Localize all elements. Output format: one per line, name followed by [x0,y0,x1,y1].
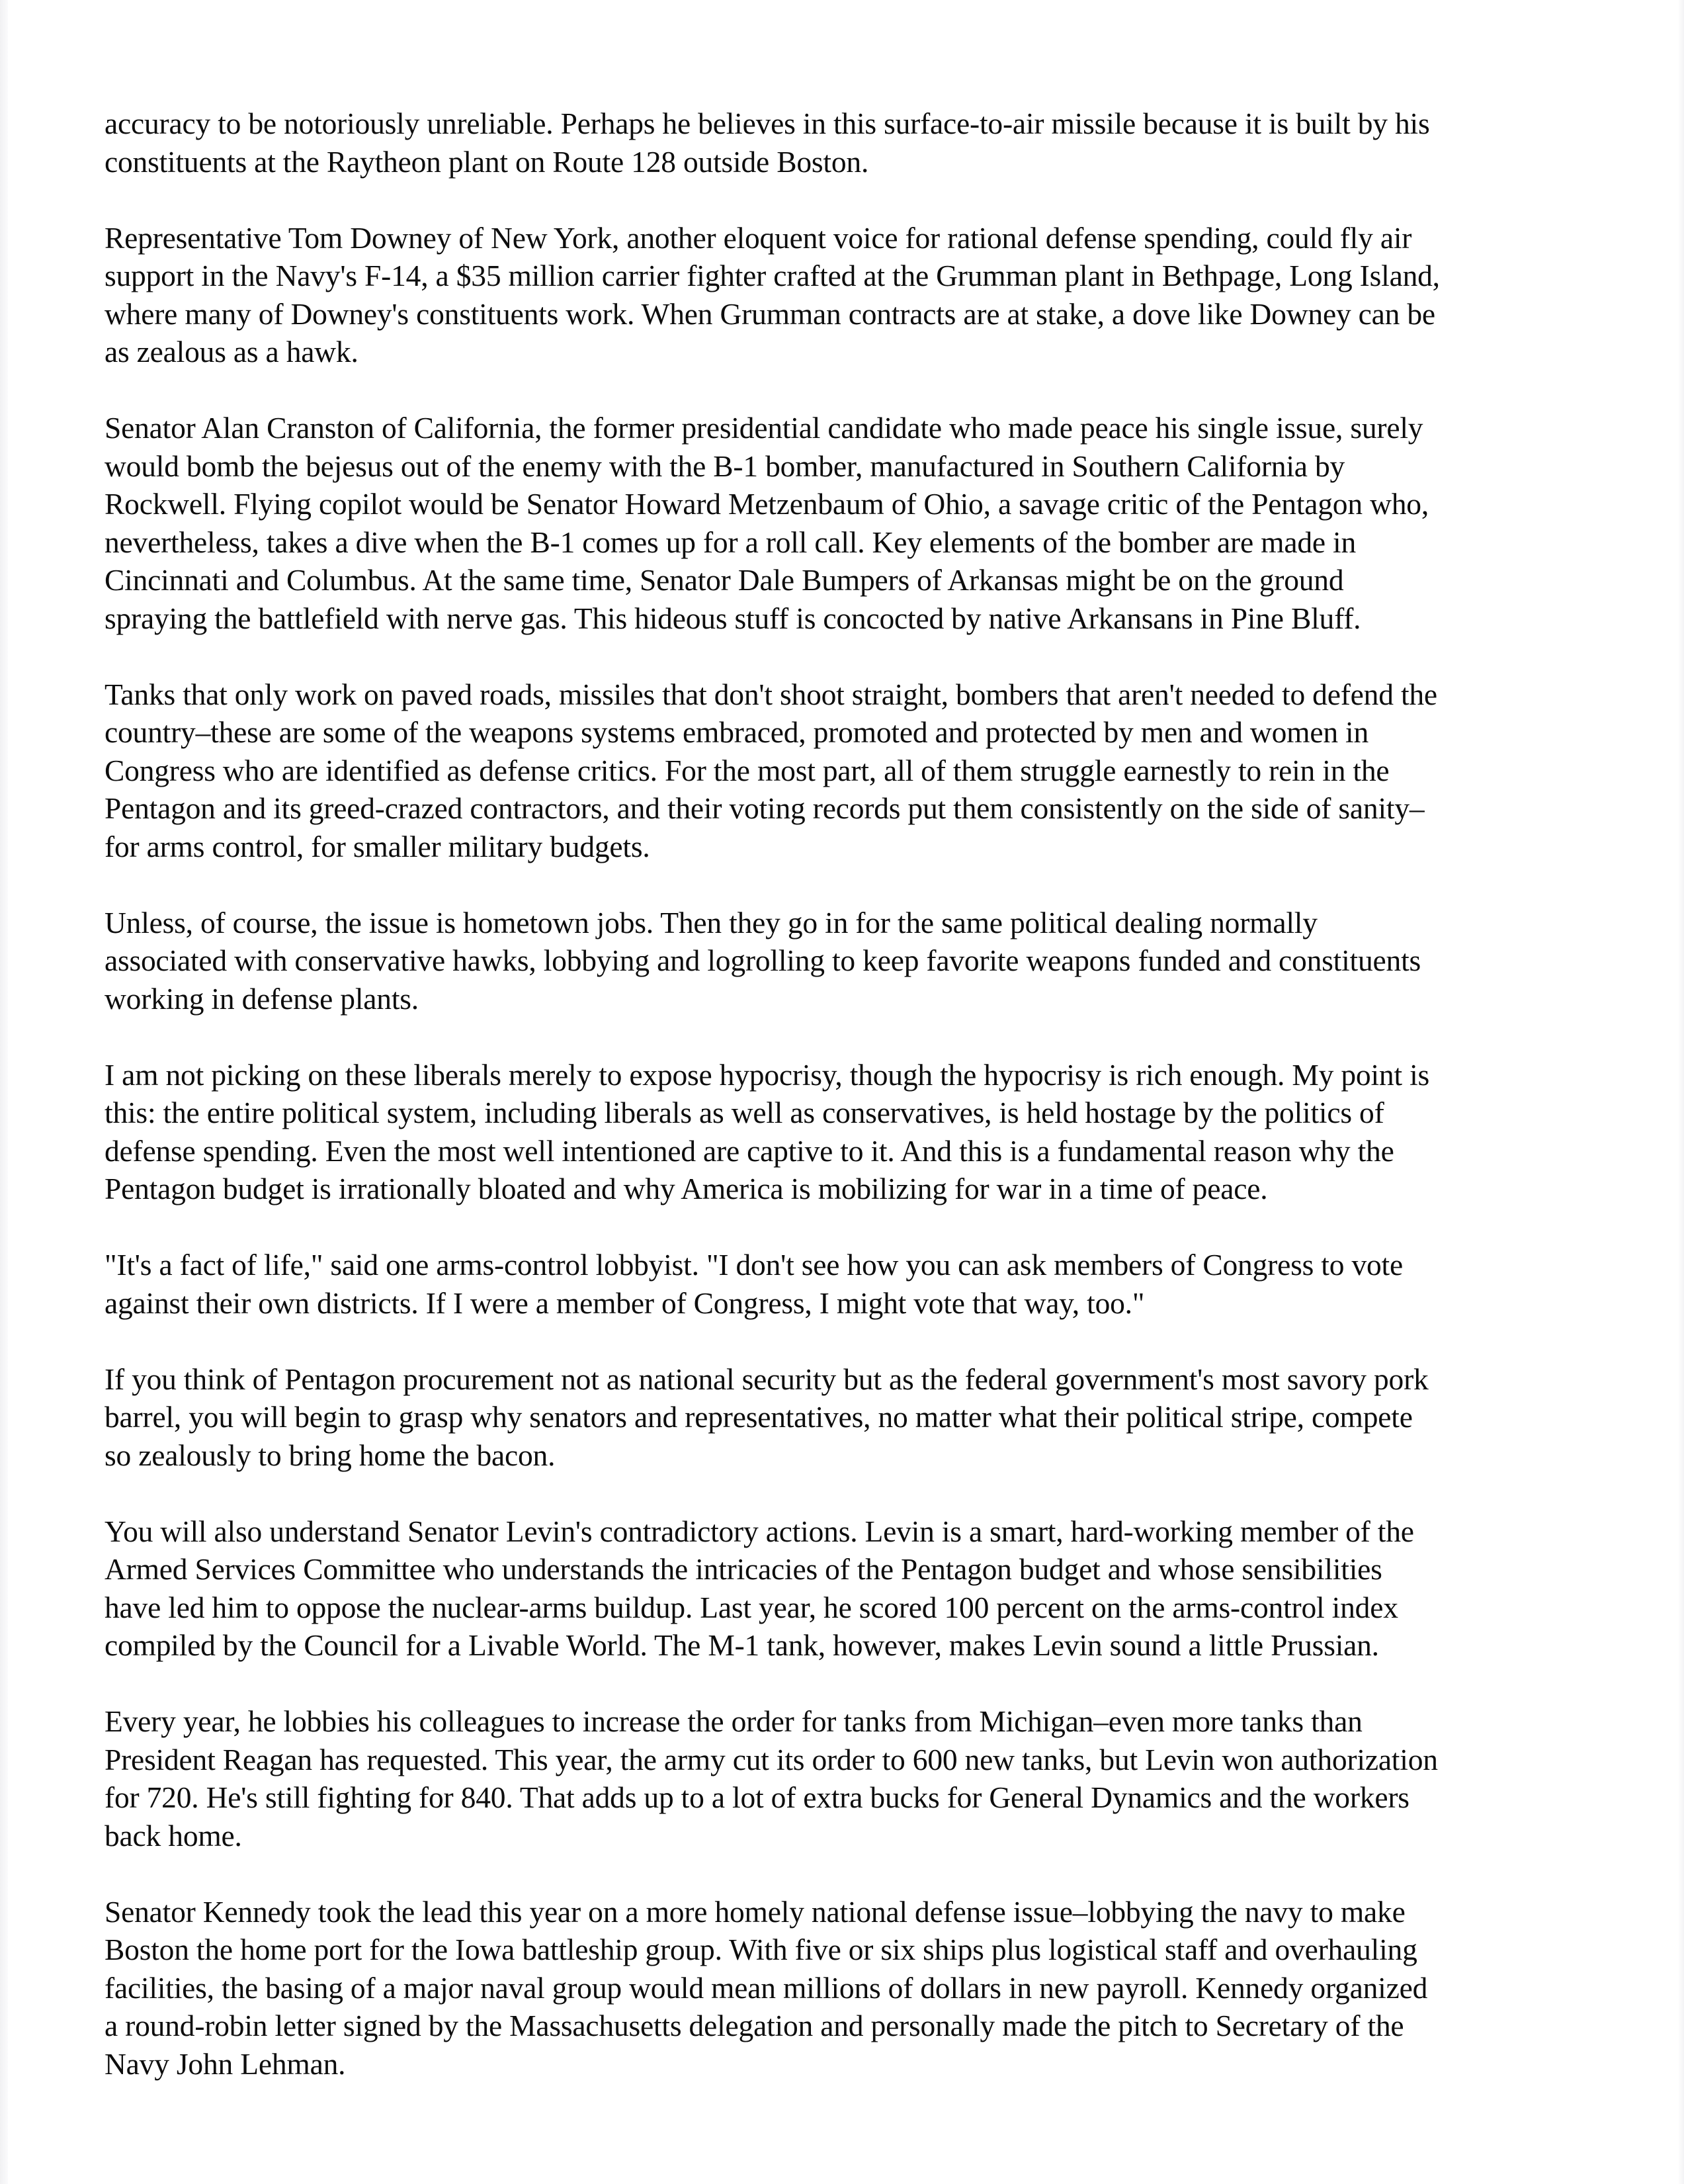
text-line: If you think of Pentagon procurement not as national security but as the federal government's most savory pork [105,1362,1429,1396]
text-line: Pentagon and its greed-crazed contractors, and their voting records put them consistently on the side of sanity– [105,791,1425,825]
text-line: have led him to oppose the nuclear-arms buildup. Last year, he scored 100 percent on the arms-control index [105,1590,1398,1624]
text-line: so zealously to bring home the bacon. [105,1438,556,1472]
text-line: Senator Alan Cranston of California, the former presidential candidate who made peace his single issue, surely [105,411,1423,445]
paragraph-hometown-jobs [105,904,1593,1018]
paragraph-levin-tanks [105,1702,1593,1855]
text-line: Congress who are identified as defense critics. For the most part, all of them struggle earnestly to rein in the [105,753,1390,787]
text-line: defense spending. Even the most well intentioned are captive to it. And this is a fundamental reason why the [105,1133,1394,1168]
text-line: accuracy to be notoriously unreliable. Perhaps he believes in this surface-to-air missile because it is built by his [105,107,1430,140]
text-line: President Reagan has requested. This year, the army cut its order to 600 new tanks, but Levin won authorization [105,1742,1438,1776]
text-line: against their own districts. If I were a member of Congress, I might vote that way, too." [105,1286,1145,1320]
paragraph-patriot-missile-ending [105,105,1593,181]
paragraph-pork-barrel [105,1360,1593,1475]
paragraph-levin [105,1512,1593,1665]
text-line: working in defense plants. [105,981,419,1016]
text-line: Pentagon budget is irrationally bloated and why America is mobilizing for war in a time of peace. [105,1172,1268,1205]
text-line: Unless, of course, the issue is hometown jobs. Then they go in for the same political dealing normally [105,905,1318,939]
text-line: Senator Kennedy took the lead this year on a more homely national defense issue–lobbying the navy to make [105,1894,1406,1929]
text-line: You will also understand Senator Levin's contradictory actions. Levin is a smart, hard-working member of the [105,1514,1414,1548]
text-line: constituents at the Raytheon plant on Route 128 outside Boston. [105,144,869,179]
text-line: nevertheless, takes a dive when the B-1 comes up for a roll call. Key elements of the bomber are made in [105,525,1357,559]
text-line: Tanks that only work on paved roads, missiles that don't shoot straight, bombers that aren't needed to defend the [105,677,1437,711]
text-line: Representative Tom Downey of New York, another eloquent voice for rational defense spending, could fly air [105,220,1412,255]
text-line: for arms control, for smaller military budgets. [105,829,650,863]
text-line: country–these are some of the weapons systems embraced, promoted and protected by men and women in [105,715,1369,749]
text-line: Rockwell. Flying copilot would be Senator Howard Metzenbaum of Ohio, a savage critic of the Pentagon who, [105,487,1429,521]
paragraph-hypocrisy [105,1056,1593,1208]
text-line: facilities, the basing of a major naval group would mean millions of dollars in new payroll. Kennedy organized [105,1970,1428,2005]
scan-edge-left [0,0,8,2184]
document-body [105,105,1593,2121]
text-line: Cincinnati and Columbus. At the same time, Senator Dale Bumpers of Arkansas might be on the ground [105,563,1344,597]
text-line: associated with conservative hawks, lobbying and logrolling to keep favorite weapons funded and constituents [105,943,1421,977]
text-line: barrel, you will begin to grasp why senators and representatives, no matter what their political stripe, compete [105,1400,1413,1434]
paragraph-kennedy [105,1893,1593,2083]
text-line: spraying the battlefield with nerve gas. This hideous stuff is concocted by native Arkansans in Pine Bluff. [105,601,1361,635]
scan-edge-right [1679,0,1684,2184]
text-line: back home. [105,1818,242,1853]
text-line: for 720. He's still fighting for 840. That adds up to a lot of extra bucks for General Dynamics and the workers [105,1780,1410,1814]
text-line: compiled by the Council for a Livable World. The M-1 tank, however, makes Levin sound a little Prussian. [105,1628,1379,1662]
paragraph-lobbyist-quote [105,1246,1593,1322]
text-line: I am not picking on these liberals merely to expose hypocrisy, though the hypocrisy is rich enough. My point is [105,1057,1430,1092]
paragraph-downey [105,219,1593,371]
text-line: Boston the home port for the Iowa battleship group. With five or six ships plus logistical staff and overhauling [105,1933,1417,1966]
text-line: as zealous as a hawk. [105,335,358,369]
text-line: support in the Navy's F-14, a $35 million carrier fighter crafted at the Grumman plant in Bethpage, Long Island, [105,259,1440,292]
text-line: "It's a fact of life," said one arms-control lobbyist. "I don't see how you can ask members of Congress to vote [105,1248,1403,1282]
text-line: a round-robin letter signed by the Massachusetts delegation and personally made the pitch to Secretary of the [105,2009,1404,2042]
text-line: this: the entire political system, including liberals as well as conservatives, is held hostage by the politics of [105,1096,1384,1129]
text-line: where many of Downey's constituents work. When Grumman contracts are at stake, a dove like Downey can be [105,296,1435,331]
text-line: Every year, he lobbies his colleagues to increase the order for tanks from Michigan–even more tanks than [105,1704,1363,1738]
text-line: Armed Services Committee who understands the intricacies of the Pentagon budget and whose sensibilities [105,1552,1382,1586]
paragraph-tanks [105,676,1593,866]
text-line: would bomb the bejesus out of the enemy with the B-1 bomber, manufactured in Southern California by [105,449,1345,483]
paragraph-cranston [105,409,1593,637]
text-line: Navy John Lehman. [105,2046,346,2081]
